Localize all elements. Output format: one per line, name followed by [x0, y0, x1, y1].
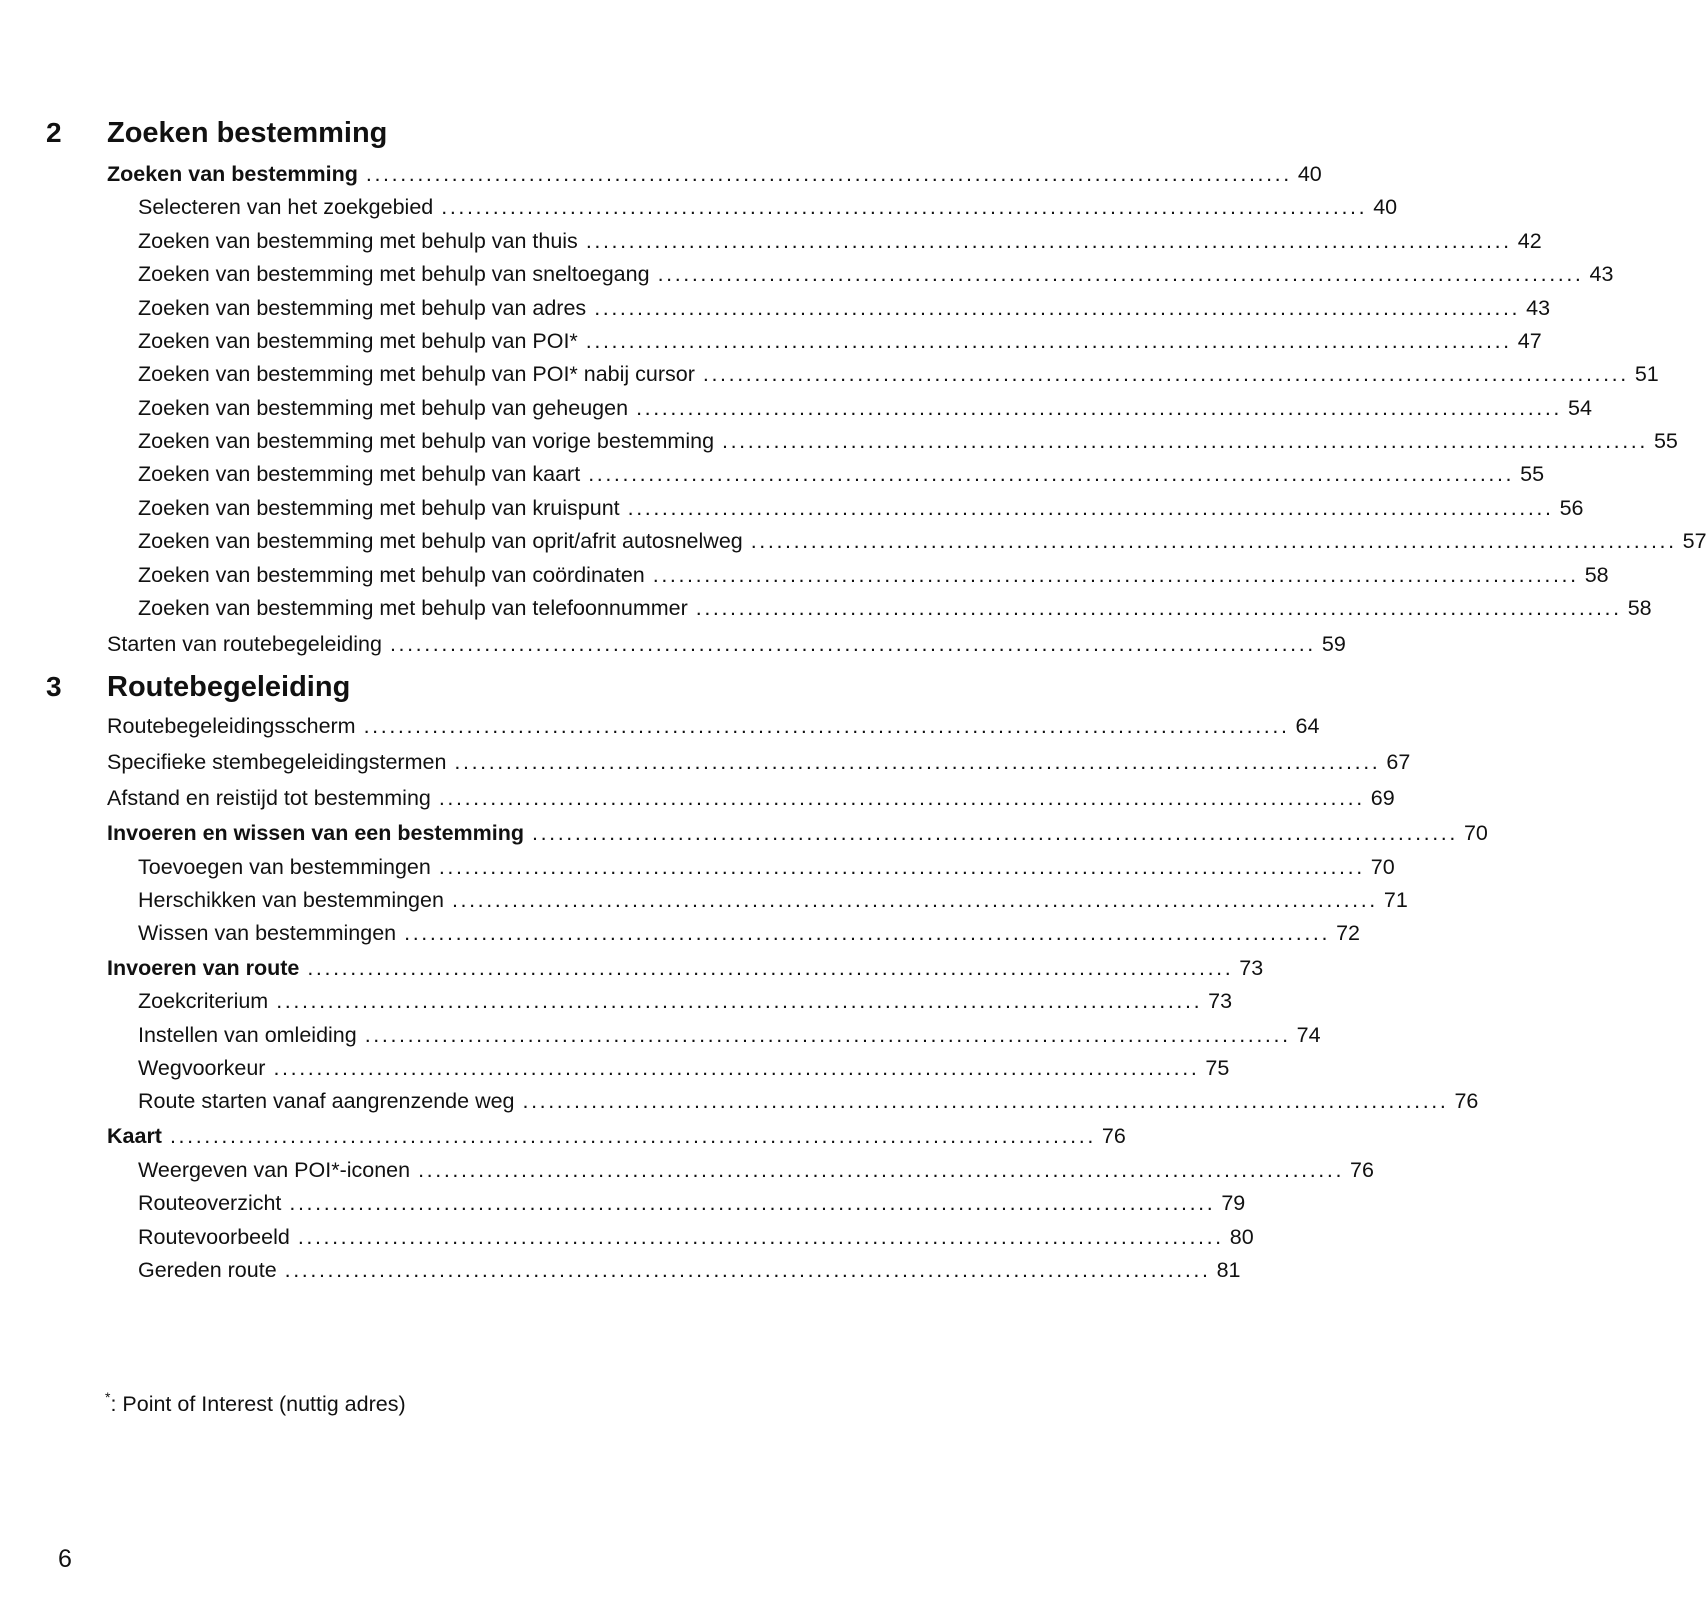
dot-leader: ............................................................................................................	[588, 462, 1515, 486]
toc-page-number: 81	[1216, 1258, 1241, 1282]
dot-leader: ............................................................................................................	[418, 1158, 1345, 1182]
toc-entry-label: Zoeken van bestemming	[107, 162, 358, 186]
dot-leader: ............................................................................................................	[276, 989, 1203, 1013]
toc-page-number: 51	[1634, 362, 1659, 386]
toc-entry-label: Zoeken van bestemming met behulp van thuis	[138, 229, 578, 253]
dot-leader: ............................................................................................................	[627, 496, 1554, 520]
dot-leader: ............................................................................................................	[404, 921, 1331, 945]
toc-entry-label: Herschikken van bestemmingen	[138, 888, 444, 912]
toc-page-number: 73	[1239, 956, 1264, 980]
dot-leader: ............................................................................................................	[585, 229, 1512, 253]
toc-page-number: 80	[1229, 1225, 1254, 1249]
dot-leader: ............................................................................................................	[364, 1023, 1291, 1047]
toc-page-number: 56	[1559, 496, 1584, 520]
toc-entry[interactable]	[138, 525, 1707, 557]
toc-page-number: 57	[1682, 529, 1707, 553]
toc-page-number: 72	[1336, 921, 1360, 945]
toc-entry[interactable]	[138, 1221, 1254, 1253]
toc-entry-label: Zoeken van bestemming met behulp van kruispunt	[138, 496, 620, 520]
toc-page-number: 79	[1221, 1191, 1246, 1215]
toc-entry[interactable]	[107, 710, 1320, 742]
toc-entry-label: Kaart	[107, 1124, 162, 1148]
toc-entry-label: Specifieke stembegeleidingstermen	[107, 750, 447, 774]
dot-leader: ............................................................................................................	[365, 162, 1292, 186]
dot-leader: ............................................................................................................	[652, 563, 1579, 587]
toc-page-number: 74	[1296, 1023, 1321, 1047]
toc-entry[interactable]	[138, 851, 1395, 883]
toc-entry[interactable]	[107, 817, 1488, 849]
toc-entry[interactable]	[138, 985, 1233, 1017]
toc-entry-label: Zoeken van bestemming met behulp van telefoonnummer	[138, 596, 688, 620]
toc-entry[interactable]	[138, 492, 1584, 524]
toc-page-number: 59	[1321, 632, 1346, 656]
toc-entry[interactable]	[138, 292, 1551, 324]
toc-entry-label: Gereden route	[138, 1258, 277, 1282]
toc-entry-label: Zoeken van bestemming met behulp van adres	[138, 296, 587, 320]
toc-entry-label: Route starten vanaf aangrenzende weg	[138, 1089, 515, 1113]
chapter-heading	[0, 667, 1141, 707]
chapter-number: 2	[46, 117, 62, 148]
toc-page-number: 58	[1584, 563, 1609, 587]
toc-page-number: 71	[1383, 888, 1408, 912]
dot-leader: ............................................................................................................	[594, 296, 1521, 320]
toc-page-number: 73	[1208, 989, 1233, 1013]
dot-leader: ............................................................................................................	[636, 396, 1562, 420]
toc-entry[interactable]	[138, 358, 1659, 390]
toc-entry[interactable]	[138, 1052, 1230, 1084]
toc-entry-label: Routebegeleidingsscherm	[107, 714, 356, 738]
dot-leader: ............................................................................................................	[438, 855, 1365, 879]
dot-leader: ............................................................................................................	[451, 888, 1378, 912]
toc-entry-label: Starten van routebegeleiding	[107, 632, 382, 656]
toc-entry-label: Routeoverzicht	[138, 1191, 282, 1215]
dot-leader: ............................................................................................................	[297, 1225, 1224, 1249]
toc-page-number: 55	[1653, 429, 1678, 453]
dot-leader: ............................................................................................................	[522, 1089, 1449, 1113]
chapter-title: Routebegeleiding	[107, 671, 351, 703]
toc-entry[interactable]	[107, 746, 1411, 778]
toc-entry[interactable]	[138, 191, 1398, 223]
toc-entry-label: Instellen van omleiding	[138, 1023, 357, 1047]
toc-page-number: 76	[1350, 1158, 1374, 1182]
toc-entry[interactable]	[107, 628, 1346, 660]
toc-entry-label: Wissen van bestemmingen	[138, 921, 397, 945]
toc-entry-label: Weergeven van POI*-iconen	[138, 1158, 411, 1182]
dot-leader: ............................................................................................................	[273, 1056, 1200, 1080]
toc-entry-label: Zoeken van bestemming met behulp van POI*	[138, 329, 578, 353]
toc-page-number: 42	[1517, 229, 1542, 253]
toc-entry-label: Zoeken van bestemming met behulp van coördinaten	[138, 563, 645, 587]
toc-entry-label: Selecteren van het zoekgebied	[138, 195, 434, 219]
dot-leader: ............................................................................................................	[307, 956, 1234, 980]
toc-entry[interactable]	[138, 559, 1609, 591]
toc-entry-label: Invoeren en wissen van een bestemming	[107, 821, 525, 845]
toc-entry[interactable]	[138, 1154, 1374, 1186]
toc-entry[interactable]	[138, 592, 1652, 624]
footnote	[105, 1388, 406, 1420]
toc-entry[interactable]	[107, 158, 1322, 190]
dot-leader: ............................................................................................................	[585, 329, 1512, 353]
toc-entry[interactable]	[138, 458, 1545, 490]
dot-leader: ............................................................................................................	[169, 1124, 1096, 1148]
toc-entry[interactable]	[138, 917, 1360, 949]
dot-leader: ............................................................................................................	[441, 195, 1368, 219]
dot-leader: ............................................................................................................	[363, 714, 1290, 738]
dot-leader: ............................................................................................................	[695, 596, 1622, 620]
footnote-marker: *	[105, 1389, 111, 1405]
toc-page-number: 75	[1205, 1056, 1230, 1080]
toc-page-number: 54	[1568, 396, 1592, 420]
toc-entry-label: Zoeken van bestemming met behulp van sneltoegang	[138, 262, 650, 286]
toc-page-number: 43	[1589, 262, 1614, 286]
toc-entry-label: Zoeken van bestemming met behulp van POI* nabij cursor	[138, 362, 695, 386]
toc-entry-label: Wegvoorkeur	[138, 1056, 266, 1080]
toc-page-number: 76	[1454, 1089, 1479, 1113]
toc-entry-label: Zoeken van bestemming met behulp van oprit/afrit autosnelweg	[138, 529, 743, 553]
toc-entry[interactable]	[138, 425, 1678, 457]
dot-leader: ............................................................................................................	[454, 750, 1381, 774]
dot-leader: ............................................................................................................	[750, 529, 1677, 553]
toc-entry[interactable]	[138, 258, 1614, 290]
dot-leader: ............................................................................................................	[289, 1191, 1216, 1215]
toc-entry-label: Zoekcriterium	[138, 989, 269, 1013]
dot-leader: ............................................................................................................	[284, 1258, 1211, 1282]
toc-entry-label: Zoeken van bestemming met behulp van kaart	[138, 462, 581, 486]
toc-entry-label: Toevoegen van bestemmingen	[138, 855, 431, 879]
toc-page-number: 70	[1370, 855, 1395, 879]
toc-entry-label: Zoeken van bestemming met behulp van vorige bestemming	[138, 429, 715, 453]
toc-entry[interactable]	[138, 1019, 1321, 1051]
toc-entry-label: Routevoorbeeld	[138, 1225, 290, 1249]
toc-entry-label: Afstand en reistijd tot bestemming	[107, 786, 431, 810]
toc-entry[interactable]	[138, 325, 1542, 357]
toc-entry[interactable]	[138, 1254, 1241, 1286]
toc-page-number: 47	[1517, 329, 1542, 353]
dot-leader: ............................................................................................................	[702, 362, 1629, 386]
toc-entry[interactable]	[107, 1120, 1126, 1152]
toc-entry-label: Zoeken van bestemming met behulp van geheugen	[138, 396, 629, 420]
dot-leader: ............................................................................................................	[532, 821, 1458, 845]
toc-page-number: 58	[1627, 596, 1652, 620]
toc-entry[interactable]	[107, 782, 1395, 814]
dot-leader: ............................................................................................................	[657, 262, 1584, 286]
page-number: 6	[58, 1545, 72, 1573]
toc-entry[interactable]	[107, 952, 1264, 984]
toc-page-number: 76	[1101, 1124, 1126, 1148]
toc-page-number: 40	[1297, 162, 1322, 186]
toc-entry[interactable]	[138, 1085, 1479, 1117]
toc-entry[interactable]	[138, 225, 1542, 257]
toc-page-number: 70	[1463, 821, 1488, 845]
toc-page-number: 67	[1386, 750, 1411, 774]
dot-leader: ............................................................................................................	[389, 632, 1316, 656]
toc-entry[interactable]	[138, 392, 1592, 424]
chapter-title: Zoeken bestemming	[107, 117, 388, 149]
dot-leader: ............................................................................................................	[438, 786, 1365, 810]
toc-page-number: 64	[1295, 714, 1320, 738]
chapter-heading	[0, 113, 1141, 153]
footnote-text: : Point of Interest (nuttig adres)	[110, 1392, 406, 1416]
toc-page-number: 40	[1373, 195, 1398, 219]
dot-leader: ............................................................................................................	[722, 429, 1648, 453]
toc-entry[interactable]	[138, 1187, 1246, 1219]
toc-page-number: 69	[1370, 786, 1395, 810]
toc-page-number: 55	[1520, 462, 1545, 486]
toc-entry-label: Invoeren van route	[107, 956, 300, 980]
toc-entry[interactable]	[138, 884, 1408, 916]
chapter-number: 3	[46, 671, 62, 702]
toc-page-number: 43	[1526, 296, 1551, 320]
